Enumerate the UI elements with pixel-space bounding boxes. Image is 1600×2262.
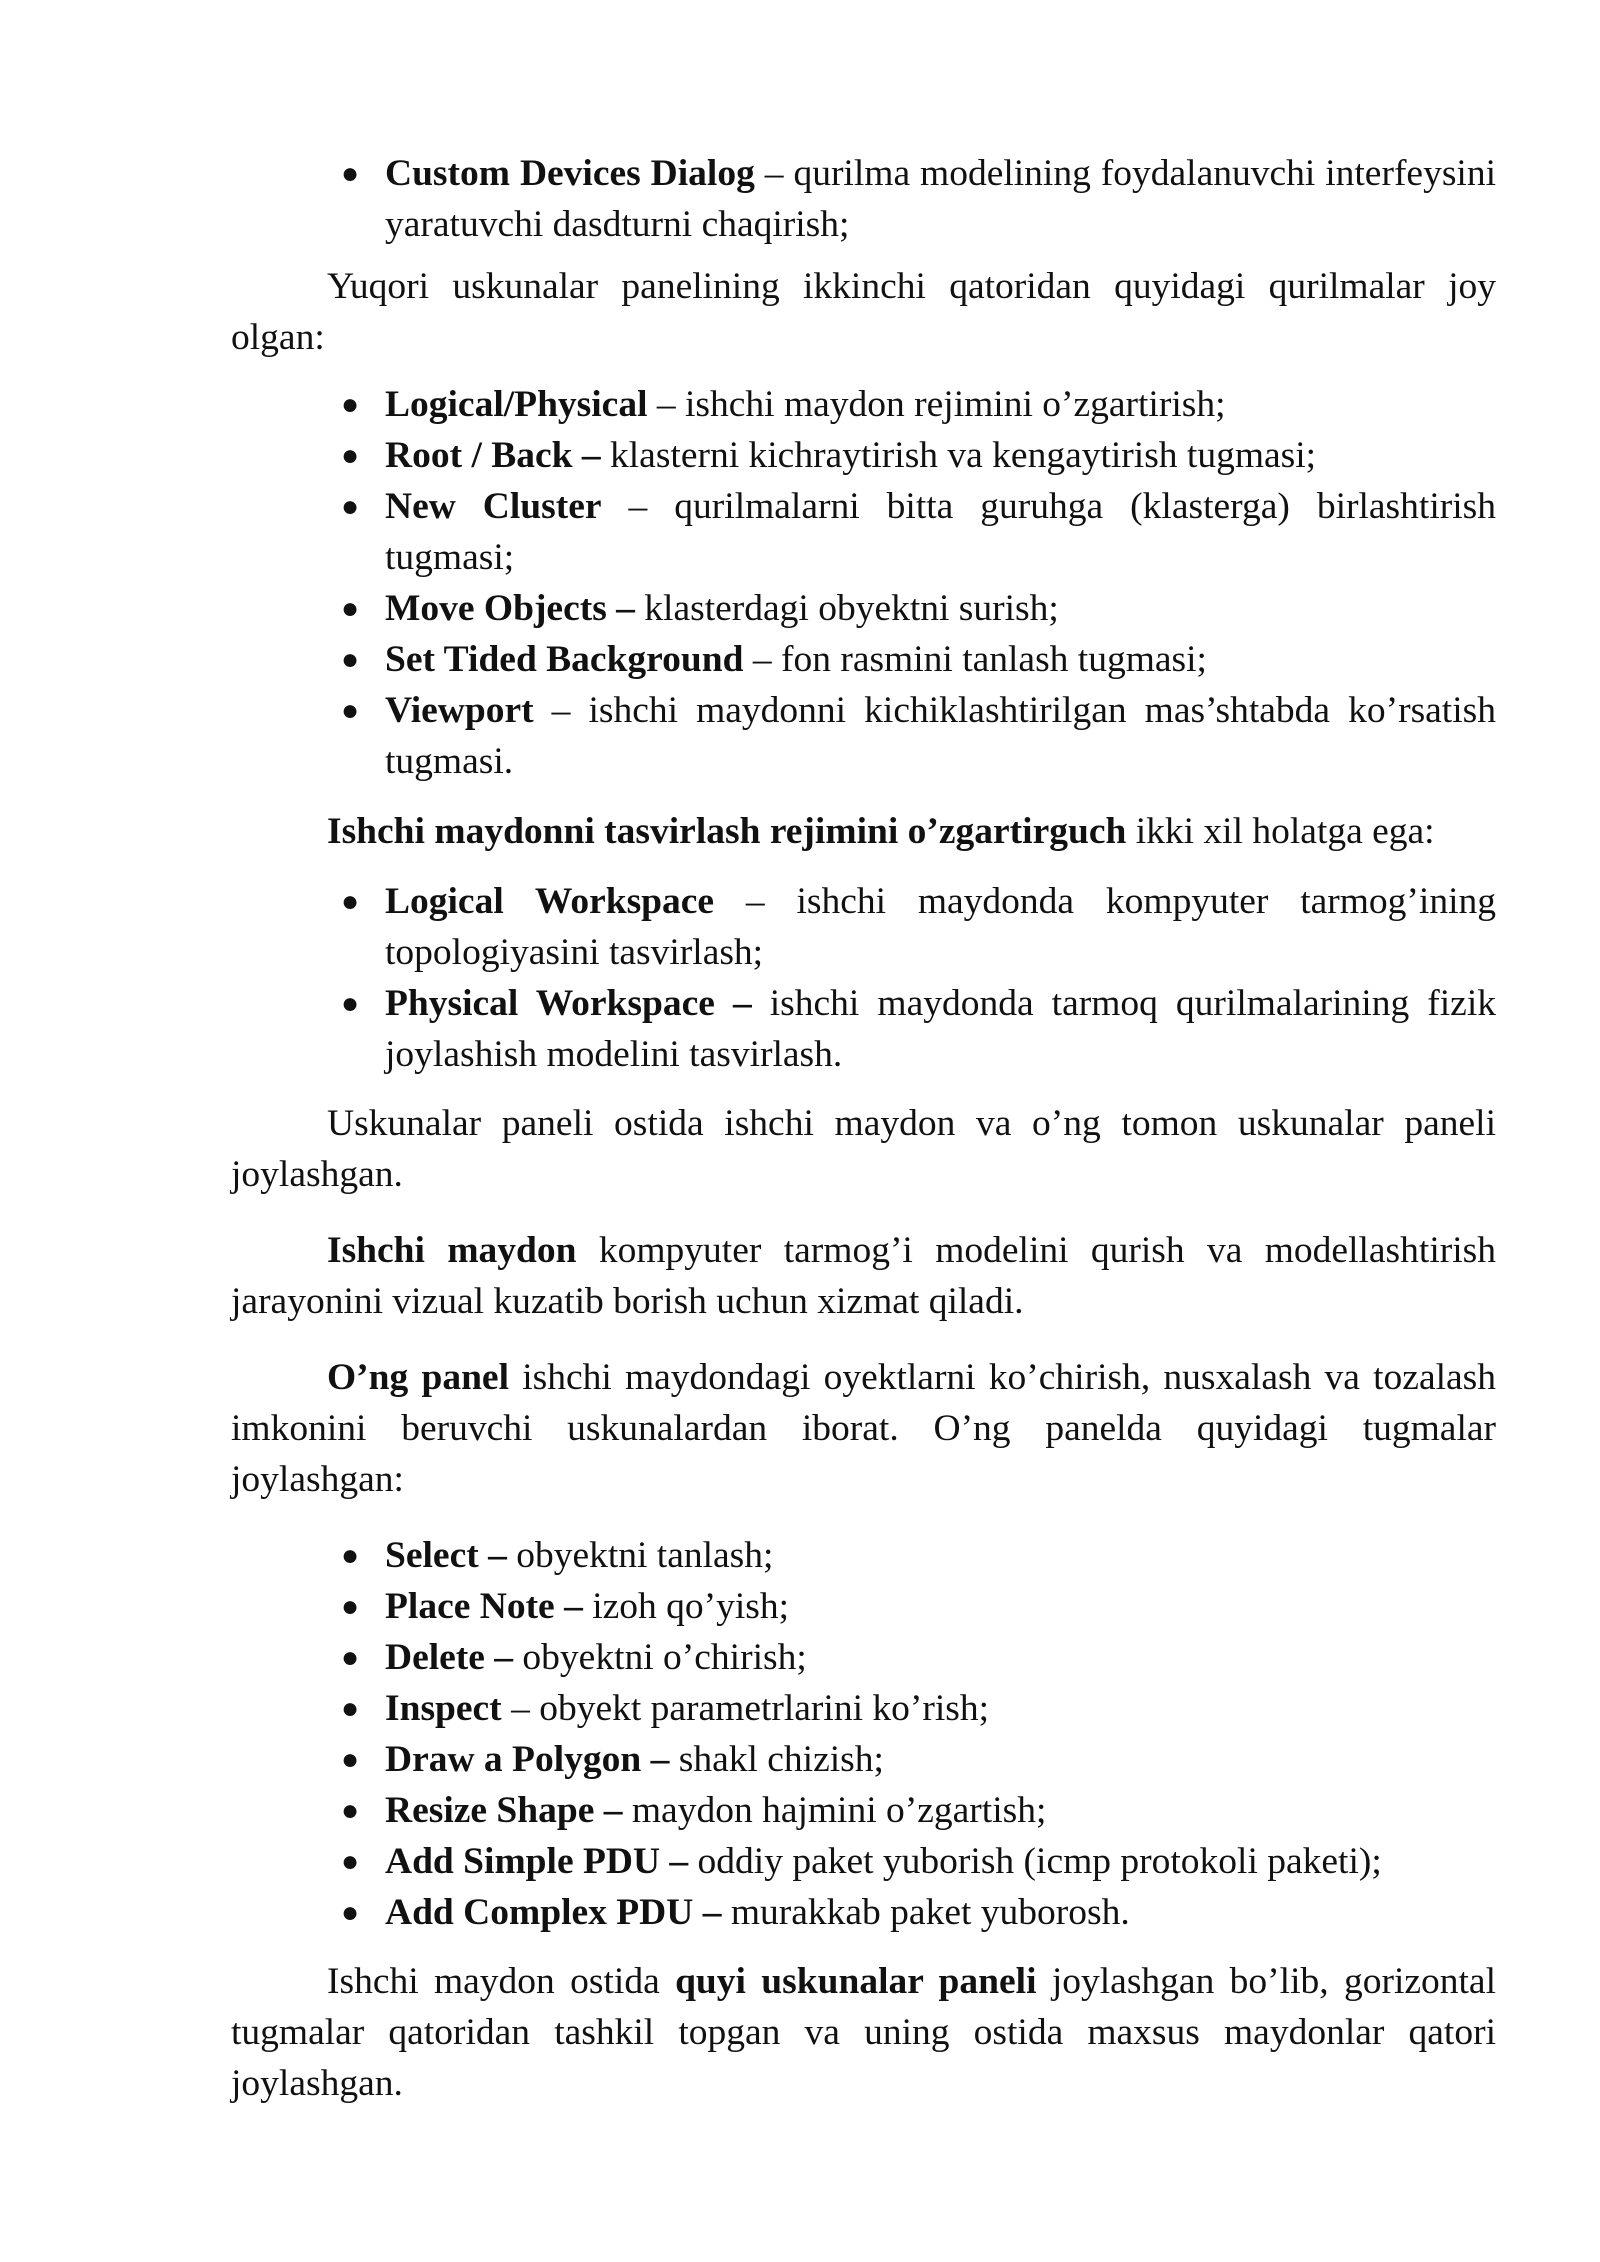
list-item-term: Logical/Physical (385, 384, 648, 425)
list-item (341, 430, 1496, 481)
list-dialog-tools (231, 148, 1496, 250)
bullet-icon: ● (341, 1743, 360, 1776)
paragraph-workspace-mode (231, 806, 1496, 857)
bullet-icon: ● (341, 694, 360, 727)
list-item-term: Custom Devices Dialog (385, 153, 755, 194)
list-item-desc: izoh qo’yish; (582, 1586, 790, 1627)
bullet-icon: ● (341, 490, 360, 523)
paragraph-bottom-toolbar (231, 1956, 1496, 2109)
list-item (341, 876, 1496, 978)
list-item-desc: obyektni o’chirish; (513, 1637, 807, 1678)
list-item (341, 1581, 1496, 1632)
list-item-term: Physical Workspace – (385, 983, 752, 1024)
list-item-desc: – qurilmalarni bitta guruhga (klasterga) birlashtirish tugmasi; (385, 486, 1496, 578)
paragraph-toolbar-below: Uskunalar paneli ostida ishchi maydon va o’ng tomon uskunalar paneli joylashgan. (231, 1103, 1496, 1195)
list-item-term: Delete – (385, 1637, 514, 1678)
list-item-desc: – fon rasmini tanlash tugmasi; (743, 639, 1207, 680)
list-item (341, 379, 1496, 430)
bullet-icon: ● (341, 439, 360, 472)
bullet-icon: ● (341, 157, 360, 190)
paragraph-bold-term: quyi uskunalar paneli (675, 1961, 1037, 2002)
list-item (341, 583, 1496, 634)
list-item-term: Root / Back – (385, 435, 601, 476)
list-item (341, 1734, 1496, 1785)
list-item (341, 481, 1496, 583)
list-item-desc: shakl chizish; (669, 1739, 884, 1780)
list-item-term: New Cluster (385, 486, 602, 527)
list-item-desc: – ishchi maydonda kompyuter tarmog’ining topologiyasini tasvirlash; (385, 881, 1496, 973)
list-item-term: Add Simple PDU – (385, 1841, 689, 1882)
bullet-icon: ● (341, 885, 360, 918)
list-item-term: Place Note – (385, 1586, 583, 1627)
list-item (341, 1785, 1496, 1836)
paragraph-text: joylashgan bo’lib, gorizontal tugmalar qatoridan tashkil topgan va uning ostida maxsus maydonlar qatori joylashgan. (231, 1961, 1496, 2104)
list-item (341, 1632, 1496, 1683)
list-item (341, 1683, 1496, 1734)
list-item-desc: – obyekt parametrlarini ko’rish; (501, 1688, 990, 1729)
list-item-desc: – qurilma modelining foydalanuvchi interfeysini yaratuvchi dasdturni chaqirish; (385, 153, 1497, 245)
list-item (341, 685, 1496, 787)
list-item-desc: maydon hajmini o’zgartish; (622, 1790, 1047, 1831)
list-item-term: Viewport (385, 690, 534, 731)
list-item-term: Draw a Polygon – (385, 1739, 670, 1780)
list-item (341, 1887, 1496, 1938)
paragraph-toolbar-intro: Yuqori uskunalar panelining ikkinchi qatoridan quyidagi qurilmalar joy olgan: (231, 266, 1496, 358)
list-right-panel-buttons (231, 1530, 1496, 1938)
bullet-icon: ● (341, 1845, 360, 1878)
list-item-term: Inspect (385, 1688, 502, 1729)
list-item-desc: – ishchi maydonni kichiklashtirilgan mas’shtabda ko’rsatish tugmasi. (385, 690, 1496, 782)
list-item-desc: klasterni kichraytirish va kengaytirish tugmasi; (600, 435, 1317, 476)
bullet-icon: ● (341, 1896, 360, 1929)
list-item (341, 1530, 1496, 1581)
list-item (341, 1836, 1496, 1887)
list-item-term: Move Objects – (385, 588, 635, 629)
list-item (341, 634, 1496, 685)
paragraph-right-panel (231, 1352, 1496, 1505)
paragraph-text: ishchi maydondagi oyektlarni ko’chirish, nusxalash va tozalash imkonini beruvchi uskunalardan iborat. O’ng panelda quyidagi tugmalar joylashgan: (231, 1357, 1496, 1500)
bullet-icon: ● (341, 1692, 360, 1725)
list-item-desc: klasterdagi obyektni surish; (634, 588, 1059, 629)
paragraph-text: ikki xil holatga ega: (1126, 811, 1435, 852)
list-item-desc: murakkab paket yuborosh. (721, 1892, 1130, 1933)
paragraph-bold-term: O’ng panel (327, 1357, 509, 1398)
paragraph-bold-term: Ishchi maydon (327, 1230, 577, 1271)
page-content (231, 148, 1496, 2109)
list-item-desc: oddiy paket yuborish (icmp protokoli paketi); (688, 1841, 1382, 1882)
bullet-icon: ● (341, 592, 360, 625)
list-item-term: Select – (385, 1535, 507, 1576)
paragraph-bold-term: Ishchi maydonni tasvirlash rejimini o’zgartirguch (327, 811, 1127, 852)
list-item-term: Add Complex PDU – (385, 1892, 722, 1933)
bullet-icon: ● (341, 1590, 360, 1623)
list-item-term: Resize Shape – (385, 1790, 623, 1831)
list-item-desc: – ishchi maydon rejimini o’zgartirish; (647, 384, 1226, 425)
bullet-icon: ● (341, 1539, 360, 1572)
bullet-icon: ● (341, 987, 360, 1020)
list-item-desc: ishchi maydonda tarmoq qurilmalarining fizik joylashish modelini tasvirlash. (385, 983, 1496, 1075)
bullet-icon: ● (341, 1794, 360, 1827)
list-item-desc: obyektni tanlash; (506, 1535, 774, 1576)
list-item-term: Logical Workspace (385, 881, 715, 922)
list-toolbar-buttons (231, 379, 1496, 787)
list-item (341, 148, 1497, 250)
paragraph-text: kompyuter tarmog’i modelini qurish va modellashtirish jarayonini vizual kuzatib borish uchun xizmat qiladi. (231, 1230, 1496, 1322)
list-item-term: Set Tided Background (385, 639, 744, 680)
list-item (341, 978, 1496, 1080)
bullet-icon: ● (341, 388, 360, 421)
bullet-icon: ● (341, 1641, 360, 1674)
paragraph-text: Ishchi maydon ostida (327, 1961, 676, 2002)
bullet-icon: ● (341, 643, 360, 676)
paragraph-workspace (231, 1225, 1496, 1327)
list-workspace-modes (231, 876, 1496, 1080)
